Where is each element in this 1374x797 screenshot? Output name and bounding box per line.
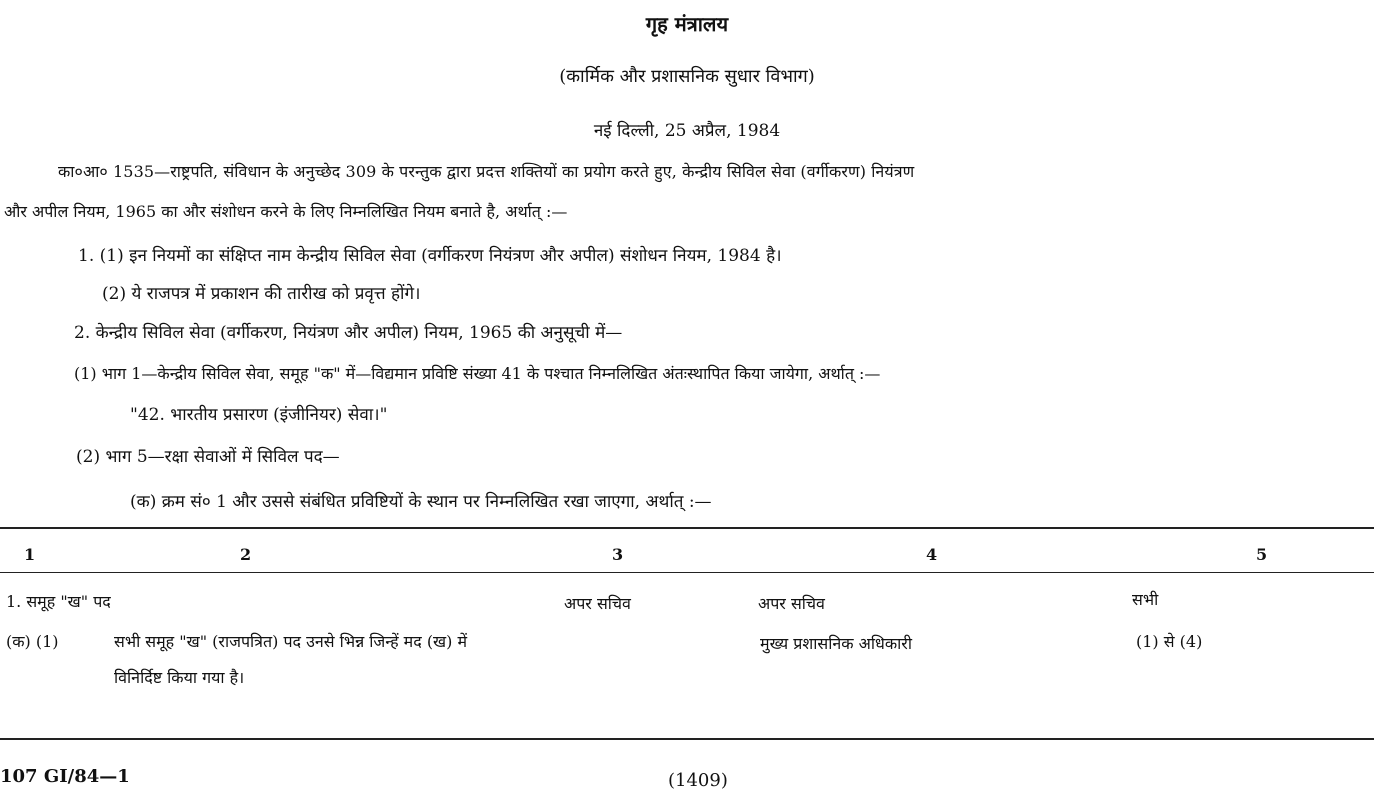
table-header-rule xyxy=(0,572,1374,573)
footer-code: 107 GI/84—1 xyxy=(0,766,130,787)
page-title: गृह मंत्रालय xyxy=(645,12,729,36)
table-row2-col1: (क) (1) xyxy=(6,632,59,651)
table-row2-col5: (1) से (4) xyxy=(1136,632,1203,651)
dateline: नई दिल्ली, 25 अप्रैल, 1984 xyxy=(593,121,781,141)
table-row2-col2: सभी समूह "ख" (राजपत्रित) पद उनसे भिन्न जिन्हें मद (ख) में विनिर्दिष्ट किया गया है। xyxy=(114,632,468,687)
rule-2-1-quote: "42. भारतीय प्रसारण (इंजीनियर) सेवा।" xyxy=(130,405,388,425)
rule-2-2: (2) भाग 5—रक्षा सेवाओं में सिविल पद— xyxy=(76,447,340,467)
table-row1-col1: 1. समूह "ख" पद xyxy=(6,592,111,611)
table-bottom-rule xyxy=(0,738,1374,740)
rule-1-2: (2) ये राजपत्र में प्रकाशन की तारीख को प्रवृत्त होंगे। xyxy=(102,284,421,304)
table-header-5: 5 xyxy=(1256,545,1268,564)
table-row1-col3: अपर सचिव xyxy=(564,594,631,613)
preamble-line-2: और अपील नियम, 1965 का और संशोधन करने के लिए निम्नलिखित नियम बनाते है, अर्थात् :— xyxy=(4,202,568,221)
rule-2-1: (1) भाग 1—केन्द्रीय सिविल सेवा, समूह "क" में—विद्यमान प्रविष्टि संख्या 41 के पश्चात निम्नलिखित अंतःस्थापित किया जायेगा, अर्थात् :— xyxy=(74,364,881,383)
rule-1-1: 1. (1) इन नियमों का संक्षिप्त नाम केन्द्रीय सिविल सेवा (वर्गीकरण नियंत्रण और अपील) संशोधन नियम, 1984 है। xyxy=(78,246,782,266)
table-header-1: 1 xyxy=(24,545,36,564)
table-header-3: 3 xyxy=(612,545,624,564)
rule-2: 2. केन्द्रीय सिविल सेवा (वर्गीकरण, नियंत्रण और अपील) नियम, 1965 की अनुसूची में— xyxy=(74,323,623,343)
table-row1-col4: अपर सचिव xyxy=(758,594,825,613)
preamble-line-1: का०आ० 1535—राष्ट्रपति, संविधान के अनुच्छेद 309 के परन्तुक द्वारा प्रदत्त शक्तियों का प्रयोग करते हुए, केन्द्रीय सिविल सेवा (वर्गीकरण) नियंत्रण xyxy=(58,162,915,181)
table-header-2: 2 xyxy=(240,545,252,564)
rule-2-2-a: (क) क्रम सं० 1 और उससे संबंधित प्रविष्टियों के स्थान पर निम्नलिखित रखा जाएगा, अर्थात् :— xyxy=(130,492,712,512)
department-subtitle: (कार्मिक और प्रशासनिक सुधार विभाग) xyxy=(559,66,815,87)
page-number: (1409) xyxy=(668,770,728,791)
table-row2-col4: मुख्य प्रशासनिक अधिकारी xyxy=(760,634,912,653)
table-top-rule xyxy=(0,527,1374,529)
table-row1-col5: सभी xyxy=(1132,590,1159,609)
table-header-4: 4 xyxy=(926,545,938,564)
